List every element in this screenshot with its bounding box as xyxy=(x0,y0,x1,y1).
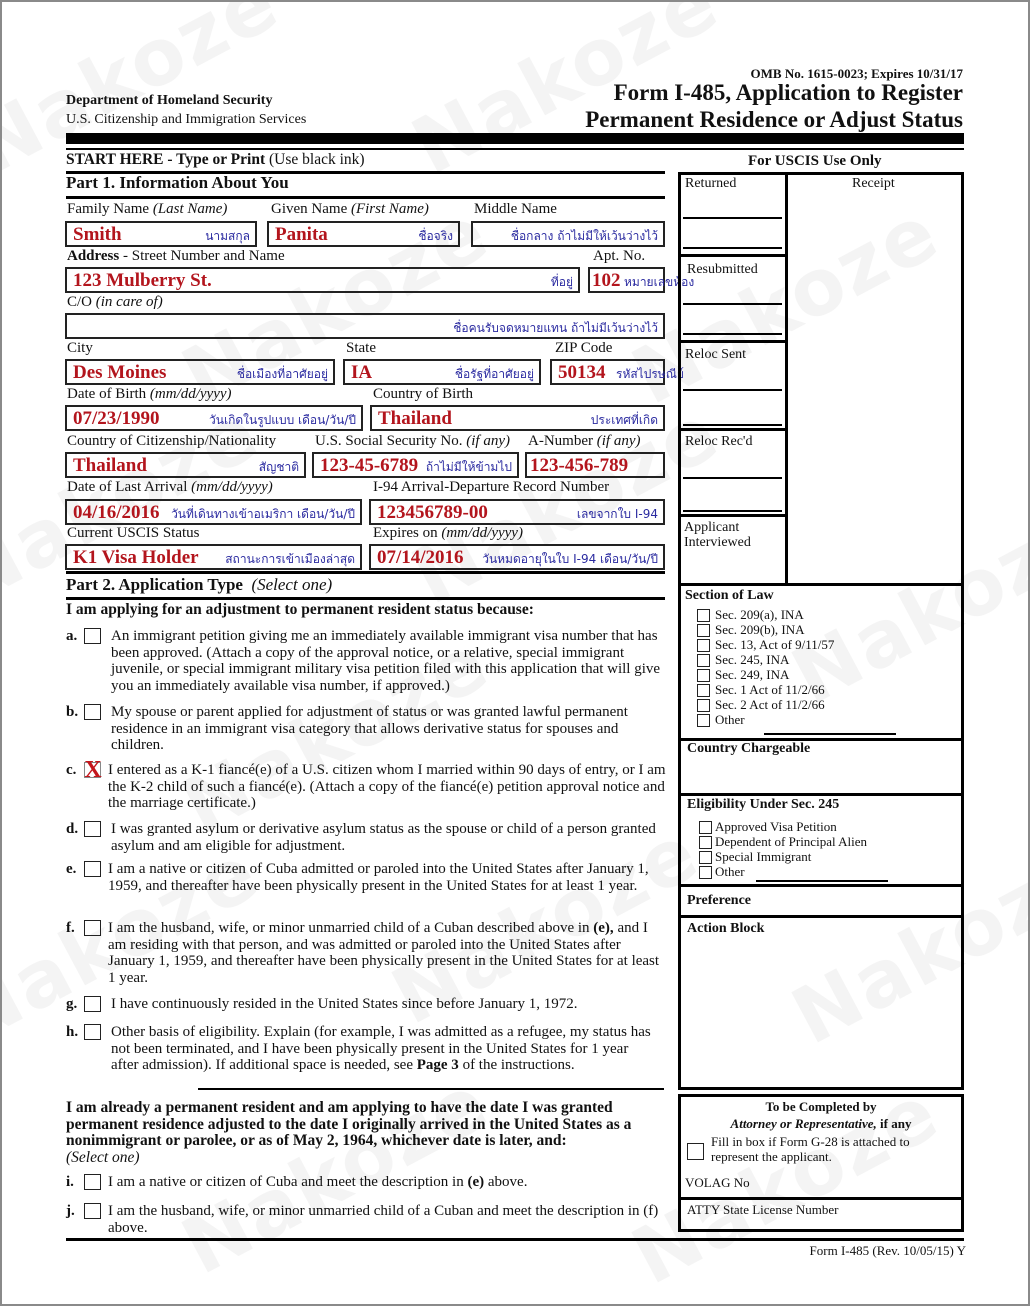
address-field[interactable]: 123 Mulberry St. ที่อยู่ xyxy=(65,267,580,293)
eligibility-item: Dependent of Principal Alien xyxy=(715,834,867,849)
start-here-instruction: START HERE - Type or Print (Use black ink) xyxy=(66,151,365,168)
care-of-field[interactable]: ชื่อคนรับจดหมายแทน ถ้าไม่มีเว้นว่างไว้ xyxy=(65,313,665,339)
section-of-law-item: Sec. 2 Act of 11/2/66 xyxy=(715,697,825,712)
section-of-law-item: Sec. 245, INA xyxy=(715,652,790,667)
section-of-law-other-line xyxy=(764,733,896,735)
reloc-recd-line xyxy=(683,477,782,479)
section-of-law-item: Sec. 209(a), INA xyxy=(715,607,804,622)
option-b-checkbox[interactable] xyxy=(84,704,101,720)
eligibility-checkbox[interactable] xyxy=(699,836,712,849)
option-i-checkbox[interactable] xyxy=(84,1174,101,1190)
section-of-law-checkbox[interactable] xyxy=(697,669,710,682)
omb-number: OMB No. 1615-0023; Expires 10/31/17 xyxy=(750,66,963,81)
city-label: City xyxy=(67,340,93,356)
country-chargeable-label: Country Chargeable xyxy=(687,741,811,756)
eligibility-checkbox[interactable] xyxy=(699,821,712,834)
part1-title: Part 1. Information About You xyxy=(66,173,289,192)
last-arrival-label: Date of Last Arrival (mm/dd/yyyy) xyxy=(67,479,273,495)
section-of-law-checkbox[interactable] xyxy=(697,714,710,727)
dob-label: Date of Birth (mm/dd/yyyy) xyxy=(67,386,232,402)
option-e: e. I am a native or citizen of Cuba admitted or paroled into the United States after January 1, 1959, and thereafter have been physically present in the United States for at least 1 year. xyxy=(66,861,649,894)
divider xyxy=(678,514,786,517)
country-of-birth-label: Country of Birth xyxy=(373,386,473,402)
a-number-label: A-Number (if any) xyxy=(528,433,641,449)
option-c: c. X I entered as a K-1 fiancé(e) of a U.S. citizen whom I married within 90 days of entry, or I am the K-2 child of such a fiancé(e). (Attach a copy of the fiancé(e) petition approval notice and the marriage certificate.) xyxy=(66,757,666,811)
given-name-field[interactable]: Panita ชื่อจริง xyxy=(267,221,460,247)
divider xyxy=(678,254,786,257)
g28-instruction: Fill in box if Form G-28 is attached to represent the applicant. xyxy=(711,1134,910,1164)
option-h-explain-line[interactable] xyxy=(198,1088,664,1090)
eligibility-checkbox[interactable] xyxy=(699,866,712,879)
expires-label: Expires on (mm/dd/yyyy) xyxy=(373,525,523,541)
last-arrival-field[interactable]: 04/16/2016 วันที่เดินทางเข้าอเมริกา เดือน/วัน/ปี xyxy=(65,499,362,525)
reloc-recd-line xyxy=(683,510,782,512)
a-number-field[interactable]: 123-456-789 xyxy=(525,452,665,478)
reloc-sent-line xyxy=(683,389,782,391)
checked-x-mark: X xyxy=(84,757,102,783)
zip-field[interactable]: 50134 รหัสไปรษณีย์ xyxy=(550,359,665,385)
applying-heading: I am applying for an adjustment to permanent resident status because: xyxy=(66,601,534,618)
representative-heading: To be Completed by xyxy=(765,1099,877,1114)
receipt-label: Receipt xyxy=(852,176,895,191)
apt-label: Apt. No. xyxy=(593,248,646,264)
section-of-law-item: Sec. 209(b), INA xyxy=(715,622,805,637)
family-name-label: Family Name (Last Name) xyxy=(67,201,228,217)
option-d-checkbox[interactable] xyxy=(84,821,101,837)
reloc-recd-label: Reloc Rec'd xyxy=(685,434,753,449)
citizenship-field[interactable]: Thailand สัญชาติ xyxy=(65,452,306,478)
action-block xyxy=(678,915,964,1090)
already-resident-heading: I am already a permanent resident and am applying to have the date I was granted permanent residence adjusted to the date I originally arrived in the United States as a nonimmigrant or parolee, or as of May 2, 1964, whichever date is later, and: (Select one) xyxy=(66,1099,632,1166)
eligibility-item: Special Immigrant xyxy=(715,849,812,864)
zip-label: ZIP Code xyxy=(555,340,613,356)
eligibility-title: Eligibility Under Sec. 245 xyxy=(687,797,840,812)
i94-field[interactable]: 123456789-00 เลขจากใบ I-94 xyxy=(369,499,665,525)
uscis-use-only-heading: For USCIS Use Only xyxy=(748,153,882,169)
divider xyxy=(66,571,665,574)
divider xyxy=(678,340,786,343)
divider xyxy=(66,196,665,199)
eligibility-item: Other xyxy=(715,864,745,879)
eligibility-item: Approved Visa Petition xyxy=(715,819,837,834)
dob-field[interactable]: 07/23/1990 วันเกิดในรูปแบบ เดือน/วัน/ปี xyxy=(65,405,363,431)
part2-title: Part 2. Application Type (Select one) xyxy=(66,575,333,594)
eligibility-other-line xyxy=(756,880,888,882)
section-of-law-item: Sec. 1 Act of 11/2/66 xyxy=(715,682,825,697)
header-divider xyxy=(66,133,964,144)
divider xyxy=(66,597,665,600)
state-label: State xyxy=(346,340,376,356)
apt-field[interactable]: 102 หมายเลขห้อง xyxy=(588,267,665,293)
divider xyxy=(785,172,788,586)
ssn-label: U.S. Social Security No. (if any) xyxy=(315,433,510,449)
section-of-law-checkbox[interactable] xyxy=(697,654,710,667)
returned-line xyxy=(683,217,782,219)
option-h-checkbox[interactable] xyxy=(84,1024,101,1040)
form-revision: Form I-485 (Rev. 10/05/15) Y xyxy=(809,1243,966,1258)
option-g-checkbox[interactable] xyxy=(84,996,101,1012)
resubmitted-line xyxy=(683,303,782,305)
representative-subheading: Attorney or Representative, if any xyxy=(730,1116,912,1131)
option-d: d. I was granted asylum or derivative asylum status as the spouse or child of a person granted asylum and am eligible for adjustment. xyxy=(66,821,656,854)
city-field[interactable]: Des Moines ชื่อเมืองที่อาศัยอยู่ xyxy=(65,359,335,385)
eligibility-checkbox[interactable] xyxy=(699,851,712,864)
reloc-sent-line xyxy=(683,424,782,426)
country-of-birth-field[interactable]: Thailand ประเทศที่เกิด xyxy=(370,405,665,431)
bottom-divider xyxy=(66,1238,964,1241)
atty-license-label: ATTY State License Number xyxy=(687,1202,839,1217)
expires-field[interactable]: 07/14/2016 วันหมดอายุในใบ I-94 เดือน/วัน/ปี xyxy=(369,544,665,570)
middle-name-label: Middle Name xyxy=(474,201,557,217)
option-a-checkbox[interactable] xyxy=(84,628,101,644)
agency-name: U.S. Citizenship and Immigration Services xyxy=(66,112,307,127)
volag-label: VOLAG No xyxy=(685,1175,750,1190)
section-of-law-checkbox[interactable] xyxy=(697,609,710,622)
section-of-law-checkbox[interactable] xyxy=(697,639,710,652)
section-of-law-title: Section of Law xyxy=(685,588,774,603)
option-e-checkbox[interactable] xyxy=(84,861,101,877)
ssn-field[interactable]: 123-45-6789 ถ้าไม่มีให้ข้ามไป xyxy=(312,452,519,478)
department-name: Department of Homeland Security xyxy=(66,93,273,108)
care-of-label: C/O (in care of) xyxy=(67,294,163,310)
returned-line xyxy=(683,247,782,249)
option-g: g. I have continuously resided in the United States since before January 1, 1972. xyxy=(66,996,578,1012)
section-of-law-item: Other xyxy=(715,712,745,727)
resubmitted-line xyxy=(683,333,782,335)
applicant-interviewed-label: Applicant Interviewed xyxy=(684,520,751,550)
action-block-label: Action Block xyxy=(687,921,765,936)
header-divider-thin xyxy=(66,148,964,150)
resubmitted-label: Resubmitted xyxy=(687,262,758,277)
state-field[interactable]: IA ชื่อรัฐที่อาศัยอยู่ xyxy=(343,359,541,385)
address-label: Address - Street Number and Name xyxy=(67,248,285,264)
family-name-field[interactable]: Smith นามสกุล xyxy=(65,221,257,247)
option-f: f. I am the husband, wife, or minor unmarried child of a Cuban described above in (e), and I am residing with that person, and was admitted or paroled into the United States after January 1, 1959, and thereafter have been physically present in the United States for at least 1 year. xyxy=(66,920,660,986)
option-j: j. I am the husband, wife, or minor unmarried child of a Cuban and meet the description in (f) above. xyxy=(66,1203,659,1236)
option-j-checkbox[interactable] xyxy=(84,1203,101,1219)
option-b: b. My spouse or parent applied for adjustment of status or was granted lawful permanent residence in an immigrant visa category that allows derivative status for spouses and children. xyxy=(66,704,628,753)
divider xyxy=(678,428,786,431)
section-of-law-checkbox[interactable] xyxy=(697,684,710,697)
i94-label: I-94 Arrival-Departure Record Number xyxy=(373,479,610,495)
section-of-law-item: Sec. 13, Act of 9/11/57 xyxy=(715,637,835,652)
citizenship-label: Country of Citizenship/Nationality xyxy=(67,433,277,449)
form-title-line2: Permanent Residence or Adjust Status xyxy=(585,107,963,132)
preference-label: Preference xyxy=(687,893,751,908)
option-h: h. Other basis of eligibility. Explain (for example, I was admitted as a refugee, my status has not been terminated, and I have been physically present in the United States for 1 year after admission). If additional space is needed, see Page 3 of the instructions. xyxy=(66,1024,651,1073)
reloc-sent-label: Reloc Sent xyxy=(685,347,747,362)
given-name-label: Given Name (First Name) xyxy=(271,201,429,217)
divider xyxy=(678,1197,964,1200)
middle-name-field[interactable]: ชื่อกลาง ถ้าไม่มีให้เว้นว่างไว้ xyxy=(471,221,665,247)
uscis-status-label: Current USCIS Status xyxy=(67,525,200,541)
section-of-law-checkbox[interactable] xyxy=(697,699,710,712)
returned-label: Returned xyxy=(685,176,737,191)
section-of-law-item: Sec. 249, INA xyxy=(715,667,790,682)
uscis-status-field[interactable]: K1 Visa Holder สถานะการเข้าเมืองล่าสุด xyxy=(65,544,362,570)
option-a: a. An immigrant petition giving me an immediately available immigrant visa number that has been approved. (Attach a copy of the approval notice, or a relative, special immigrant juvenile, or special immigrant military visa petition filed with this application that will give you an immediately available visa number, if approved.) xyxy=(66,628,661,694)
form-title-line1: Form I-485, Application to Register xyxy=(613,80,963,105)
option-i: i. I am a native or citizen of Cuba and meet the description in (e) above. xyxy=(66,1174,528,1190)
section-of-law-checkbox[interactable] xyxy=(697,624,710,637)
g28-checkbox[interactable] xyxy=(687,1143,704,1160)
option-f-checkbox[interactable] xyxy=(84,920,101,936)
